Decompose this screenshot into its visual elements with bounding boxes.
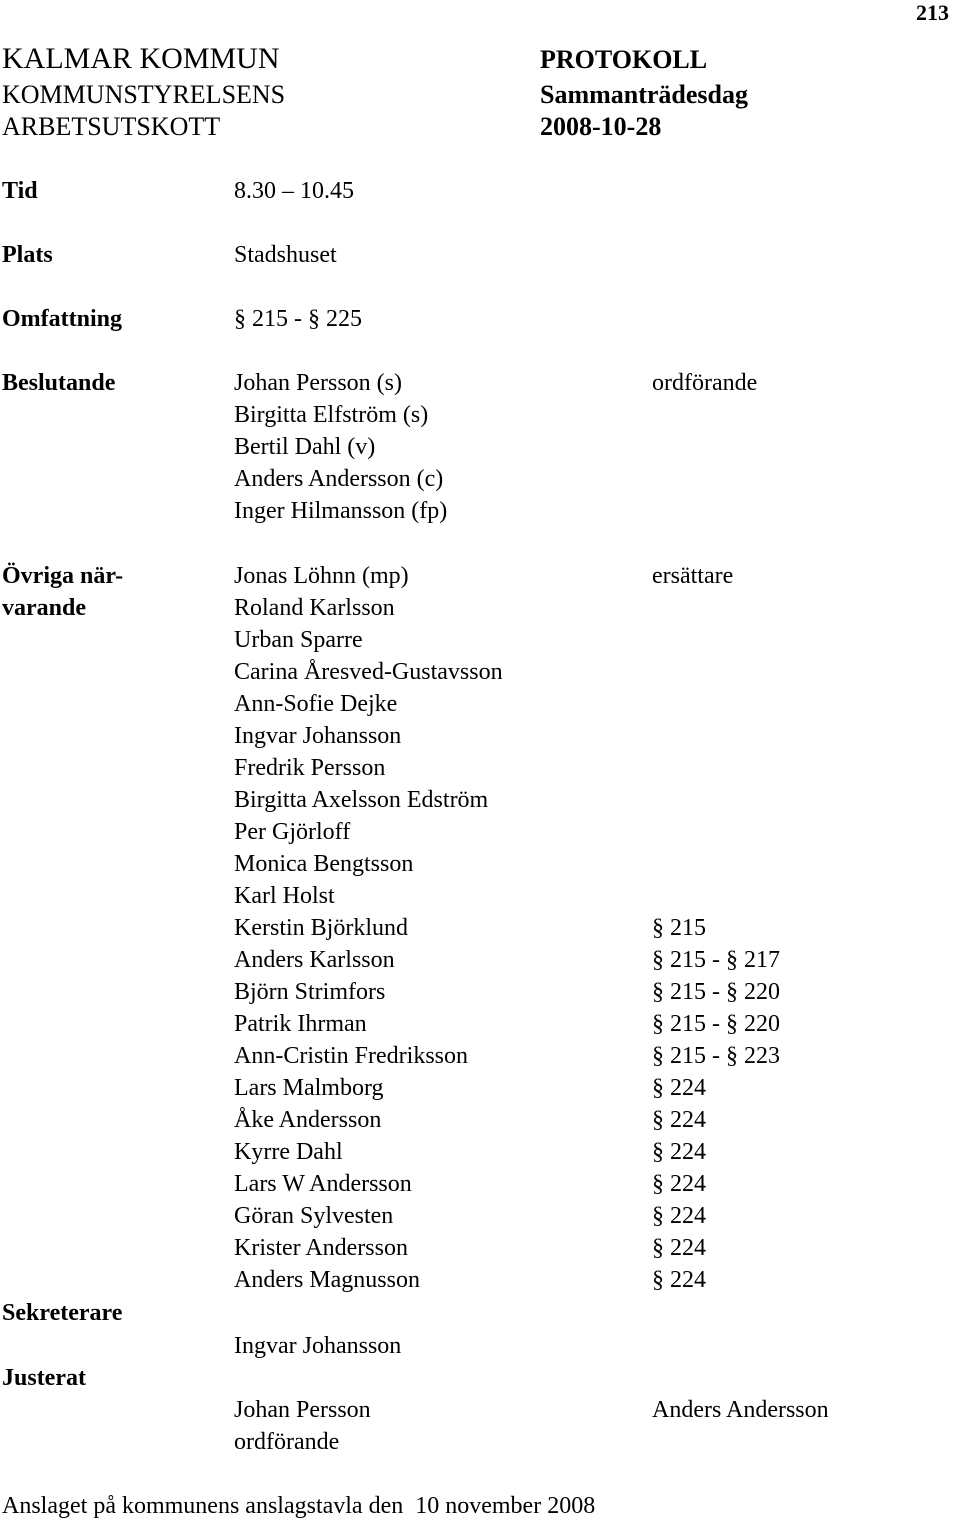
list-item: Ann-Sofie Dejke	[234, 691, 398, 717]
paragraph-range: § 215 - § 223	[652, 1043, 780, 1069]
member-role: ersättare	[652, 563, 734, 589]
ovriga-label-line-1: Övriga när-	[2, 563, 124, 589]
list-item: Kerstin Björklund	[234, 915, 408, 941]
list-item: Anders Karlsson	[234, 947, 395, 973]
list-item: Lars W Andersson	[234, 1171, 412, 1197]
tid-value: 8.30 – 10.45	[234, 178, 354, 204]
list-item: Johan Persson (s)	[234, 370, 402, 396]
sekreterare-label: Sekreterare	[2, 1300, 123, 1326]
list-item: Karl Holst	[234, 883, 335, 909]
beslutande-label: Beslutande	[2, 370, 116, 396]
paragraph-range: § 224	[652, 1235, 706, 1261]
paragraph-range: § 224	[652, 1203, 706, 1229]
paragraph-range: § 215 - § 220	[652, 1011, 780, 1037]
paragraph-range: § 224	[652, 1139, 706, 1165]
paragraph-range: § 224	[652, 1075, 706, 1101]
list-item: Birgitta Axelsson Edström	[234, 787, 489, 813]
list-item: Göran Sylvesten	[234, 1203, 394, 1229]
paragraph-range: § 215 - § 217	[652, 947, 780, 973]
list-item: Birgitta Elfström (s)	[234, 402, 429, 428]
list-item: Carina Åresved-Gustavsson	[234, 659, 503, 685]
ovriga-label-line-2: varande	[2, 595, 86, 621]
meeting-date: 2008-10-28	[540, 112, 662, 141]
list-item: Ingvar Johansson	[234, 723, 402, 749]
meeting-date-label: Sammanträdesdag	[540, 80, 749, 109]
omfattning-value: § 215 - § 225	[234, 306, 362, 332]
plats-value: Stadshuset	[234, 242, 337, 268]
plats-label: Plats	[2, 242, 53, 268]
sekreterare-name: Ingvar Johansson	[234, 1333, 402, 1359]
tid-label: Tid	[2, 178, 38, 204]
list-item: Jonas Löhnn (mp)	[234, 563, 409, 589]
list-item: Monica Bengtsson	[234, 851, 414, 877]
paragraph-range: § 224	[652, 1171, 706, 1197]
paragraph-range: § 224	[652, 1107, 706, 1133]
list-item: Roland Karlsson	[234, 595, 395, 621]
list-item: Inger Hilmansson (fp)	[234, 498, 448, 524]
list-item: Fredrik Persson	[234, 755, 386, 781]
page-number: 213	[916, 0, 949, 25]
municipality-name: KALMAR KOMMUN	[2, 42, 280, 75]
member-role: ordförande	[652, 370, 758, 396]
paragraph-range: § 215	[652, 915, 706, 941]
signer-role: ordförande	[234, 1429, 340, 1455]
list-item: Ann-Cristin Fredriksson	[234, 1043, 468, 1069]
list-item: Lars Malmborg	[234, 1075, 384, 1101]
paragraph-range: § 224	[652, 1267, 706, 1293]
list-item: Anders Andersson (c)	[234, 466, 444, 492]
list-item: Anders Magnusson	[234, 1267, 420, 1293]
paragraph-range: § 215 - § 220	[652, 979, 780, 1005]
list-item: Krister Andersson	[234, 1235, 408, 1261]
list-item: Åke Andersson	[234, 1107, 382, 1133]
list-item: Patrik Ihrman	[234, 1011, 367, 1037]
list-item: Björn Strimfors	[234, 979, 386, 1005]
list-item: Kyrre Dahl	[234, 1139, 343, 1165]
signer-name: Anders Andersson	[652, 1397, 829, 1423]
list-item: Bertil Dahl (v)	[234, 434, 376, 460]
justerat-label: Justerat	[2, 1365, 86, 1391]
document-type: PROTOKOLL	[540, 45, 708, 74]
committee-line-1: KOMMUNSTYRELSENS	[2, 80, 286, 109]
committee-line-2: ARBETSUTSKOTT	[2, 112, 221, 141]
list-item: Per Gjörloff	[234, 819, 351, 845]
list-item: Urban Sparre	[234, 627, 363, 653]
omfattning-label: Omfattning	[2, 306, 122, 332]
signer-name: Johan Persson	[234, 1397, 371, 1423]
posting-notice: Anslaget på kommunens anslagstavla den 10 november 2008	[2, 1493, 596, 1519]
